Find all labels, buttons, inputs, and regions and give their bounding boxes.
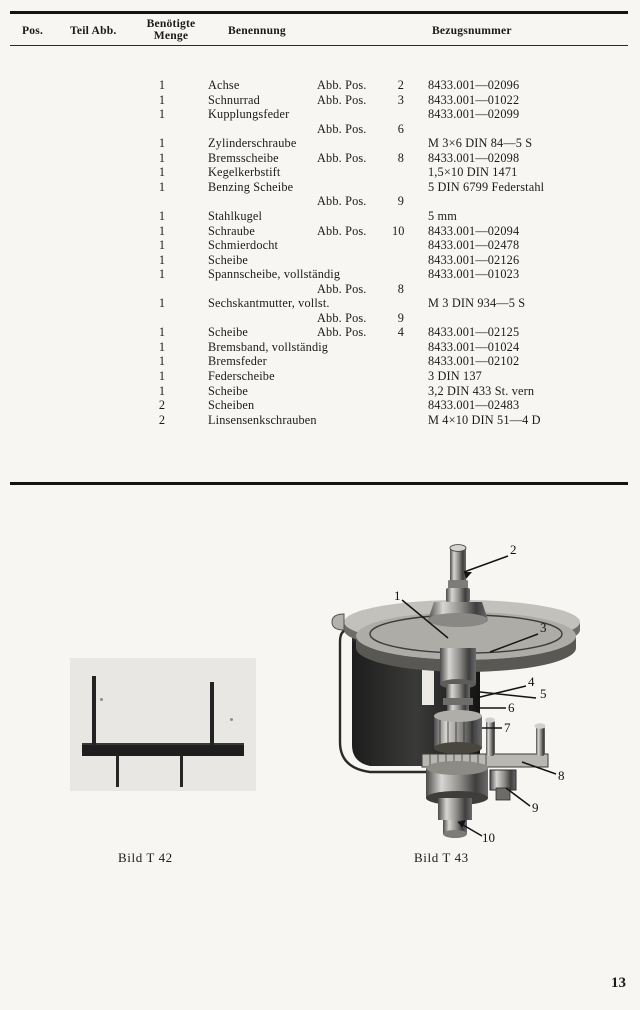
callout-10: 10 — [482, 830, 495, 845]
table-row — [0, 238, 640, 253]
bottom-rule — [10, 482, 628, 485]
cell-bezugsnummer: 8433.001—01022 — [428, 92, 520, 107]
callout-3: 3 — [540, 620, 547, 635]
cell-abb-pos-number: 4 — [397, 325, 404, 340]
callout-9: 9 — [532, 800, 539, 815]
table-row — [0, 107, 640, 122]
cell-quantity: 1 — [158, 325, 166, 340]
column-header-bezugsnummer: Bezugsnummer — [432, 24, 512, 37]
table-row — [0, 311, 640, 326]
cell-abb-pos: Abb. Pos. — [317, 92, 367, 107]
cell-abb-pos-number: 9 — [397, 194, 404, 209]
cell-quantity: 1 — [158, 78, 166, 92]
photo-speck — [100, 698, 103, 701]
cell-benennung: Linsensenkschrauben — [208, 412, 317, 427]
column-header-pos: Pos. — [22, 24, 44, 37]
cell-benennung: Zylinderschraube — [208, 136, 297, 151]
callout-1: 1 — [394, 588, 401, 603]
top-rule — [10, 11, 628, 14]
bracket-crossbar — [82, 743, 244, 756]
cell-quantity: 1 — [158, 267, 166, 282]
cell-benennung: Schraube — [208, 223, 255, 238]
cell-benennung: Federscheibe — [208, 369, 275, 383]
cell-quantity: 1 — [158, 369, 166, 383]
cell-benennung: Bremsscheibe — [208, 150, 279, 165]
cell-bezugsnummer: 5 DIN 6799 Federstahl — [428, 179, 545, 194]
table-row — [0, 267, 640, 282]
cell-benennung: Achse — [208, 78, 240, 92]
cell-quantity: 1 — [158, 252, 166, 267]
cell-abb-pos: Abb. Pos. — [317, 121, 367, 136]
column-header-menge-line2: Menge — [153, 29, 189, 43]
cell-bezugsnummer: 8433.001—02096 — [428, 78, 520, 92]
callout-2: 2 — [510, 542, 517, 557]
cell-bezugsnummer: 8433.001—02094 — [428, 223, 520, 238]
cell-benennung: Scheibe — [208, 252, 248, 267]
column-header-menge-line1: Benötigte — [146, 17, 196, 30]
cell-bezugsnummer: 8433.001—02125 — [428, 325, 520, 340]
figure-caption-right: Bild T 43 — [414, 850, 469, 865]
cell-quantity: 1 — [158, 136, 166, 151]
cell-abb-pos-number: 9 — [397, 310, 404, 325]
callout-4: 4 — [528, 674, 535, 689]
table-row — [0, 325, 640, 340]
column-header-benennung: Benennung — [228, 24, 286, 37]
table-row — [0, 180, 640, 195]
cell-quantity: 1 — [158, 92, 166, 107]
cell-quantity: 1 — [158, 179, 166, 194]
figure-caption-left: Bild T 42 — [118, 850, 173, 865]
header-rule — [10, 45, 628, 46]
table-row — [0, 282, 640, 297]
bracket-post-right — [210, 682, 214, 746]
page-number: 13 — [611, 975, 626, 991]
cell-benennung: Bremsband, vollständig — [208, 339, 329, 354]
cell-quantity: 1 — [158, 208, 166, 223]
cell-benennung: Scheibe — [208, 383, 248, 398]
cell-abb-pos: Abb. Pos. — [317, 281, 367, 296]
cell-benennung: Schmierdocht — [208, 238, 279, 253]
cell-abb-pos-number: 8 — [397, 281, 404, 296]
table-row — [0, 136, 640, 151]
table-row — [0, 413, 640, 428]
cell-quantity: 1 — [158, 107, 166, 122]
bracket-pin-left — [116, 755, 119, 787]
callout-6: 6 — [508, 700, 515, 715]
column-header-menge — [139, 18, 203, 43]
cell-bezugsnummer: 1,5×10 DIN 1471 — [428, 165, 518, 180]
figure-bracket-photo — [70, 658, 256, 791]
table-row — [0, 224, 640, 239]
cell-benennung: Stahlkugel — [208, 208, 263, 223]
cell-quantity: 1 — [158, 238, 166, 253]
cell-bezugsnummer: M 3 DIN 934—5 S — [428, 296, 526, 311]
cell-abb-pos-number: 8 — [397, 150, 404, 165]
callout-7: 7 — [504, 720, 511, 735]
cell-abb-pos: Abb. Pos. — [317, 78, 367, 92]
cell-quantity: 2 — [158, 398, 166, 413]
cell-bezugsnummer: 5 mm — [428, 208, 457, 223]
cell-benennung: Scheibe — [208, 325, 248, 340]
bracket-pin-right — [180, 755, 183, 787]
column-header-teil-abb: Teil Abb. — [70, 24, 117, 37]
photo-speck — [230, 718, 233, 721]
table-row — [0, 209, 640, 224]
table-row — [0, 384, 640, 399]
table-row — [0, 354, 640, 369]
cell-abb-pos-number: 3 — [397, 92, 404, 107]
cell-bezugsnummer: 8433.001—01024 — [428, 339, 520, 354]
cell-quantity: 1 — [158, 383, 166, 398]
cell-bezugsnummer: 8433.001—02098 — [428, 150, 520, 165]
cell-benennung: Kupplungsfeder — [208, 107, 290, 122]
figure-assembly-drawing — [330, 530, 595, 845]
cell-benennung: Spannscheibe, vollständig — [208, 267, 341, 282]
table-row — [0, 253, 640, 268]
cell-quantity: 2 — [158, 412, 166, 427]
callout-8: 8 — [558, 768, 565, 783]
table-row — [0, 296, 640, 311]
cell-bezugsnummer: 8433.001—02099 — [428, 107, 520, 122]
table-row — [0, 194, 640, 209]
cell-abb-pos: Abb. Pos. — [317, 223, 367, 238]
table-row — [0, 122, 640, 137]
cell-abb-pos-number: 2 — [397, 78, 404, 92]
cell-abb-pos-number: 6 — [397, 121, 404, 136]
cell-bezugsnummer: M 3×6 DIN 84—5 S — [428, 136, 533, 151]
cell-abb-pos-number: 10 — [392, 223, 405, 238]
cell-bezugsnummer: 8433.001—01023 — [428, 267, 520, 282]
cell-quantity: 1 — [158, 339, 166, 354]
cell-bezugsnummer: 3,2 DIN 433 St. vern — [428, 383, 535, 398]
cell-bezugsnummer: 8433.001—02102 — [428, 354, 520, 369]
cell-benennung: Bremsfeder — [208, 354, 267, 369]
cell-bezugsnummer: 3 DIN 137 — [428, 369, 482, 383]
cell-abb-pos: Abb. Pos. — [317, 310, 367, 325]
cell-quantity: 1 — [158, 223, 166, 238]
cell-abb-pos: Abb. Pos. — [317, 150, 367, 165]
cell-benennung: Scheiben — [208, 398, 255, 413]
callout-5: 5 — [540, 686, 547, 701]
table-row — [0, 151, 640, 166]
cell-benennung: Schnurrad — [208, 92, 260, 107]
figures-area — [0, 500, 640, 900]
table-row — [0, 340, 640, 355]
cell-quantity: 1 — [158, 296, 166, 311]
cell-bezugsnummer: 8433.001—02478 — [428, 238, 520, 253]
cell-quantity: 1 — [158, 354, 166, 369]
cell-benennung: Sechskantmutter, vollst. — [208, 296, 330, 311]
cell-benennung: Kegelkerbstift — [208, 165, 281, 180]
table-header — [0, 18, 640, 44]
cell-abb-pos: Abb. Pos. — [317, 194, 367, 209]
cell-bezugsnummer: 8433.001—02483 — [428, 398, 520, 413]
cell-bezugsnummer: M 4×10 DIN 51—4 D — [428, 412, 541, 427]
cell-quantity: 1 — [158, 165, 166, 180]
cell-benennung: Benzing Scheibe — [208, 179, 294, 194]
cell-bezugsnummer: 8433.001—02126 — [428, 252, 520, 267]
table-row — [0, 369, 640, 384]
cell-abb-pos: Abb. Pos. — [317, 325, 367, 340]
bracket-post-left — [92, 676, 96, 746]
table-row — [0, 93, 640, 108]
table-row — [0, 78, 640, 93]
cell-quantity: 1 — [158, 150, 166, 165]
table-row — [0, 398, 640, 413]
table-row — [0, 165, 640, 180]
